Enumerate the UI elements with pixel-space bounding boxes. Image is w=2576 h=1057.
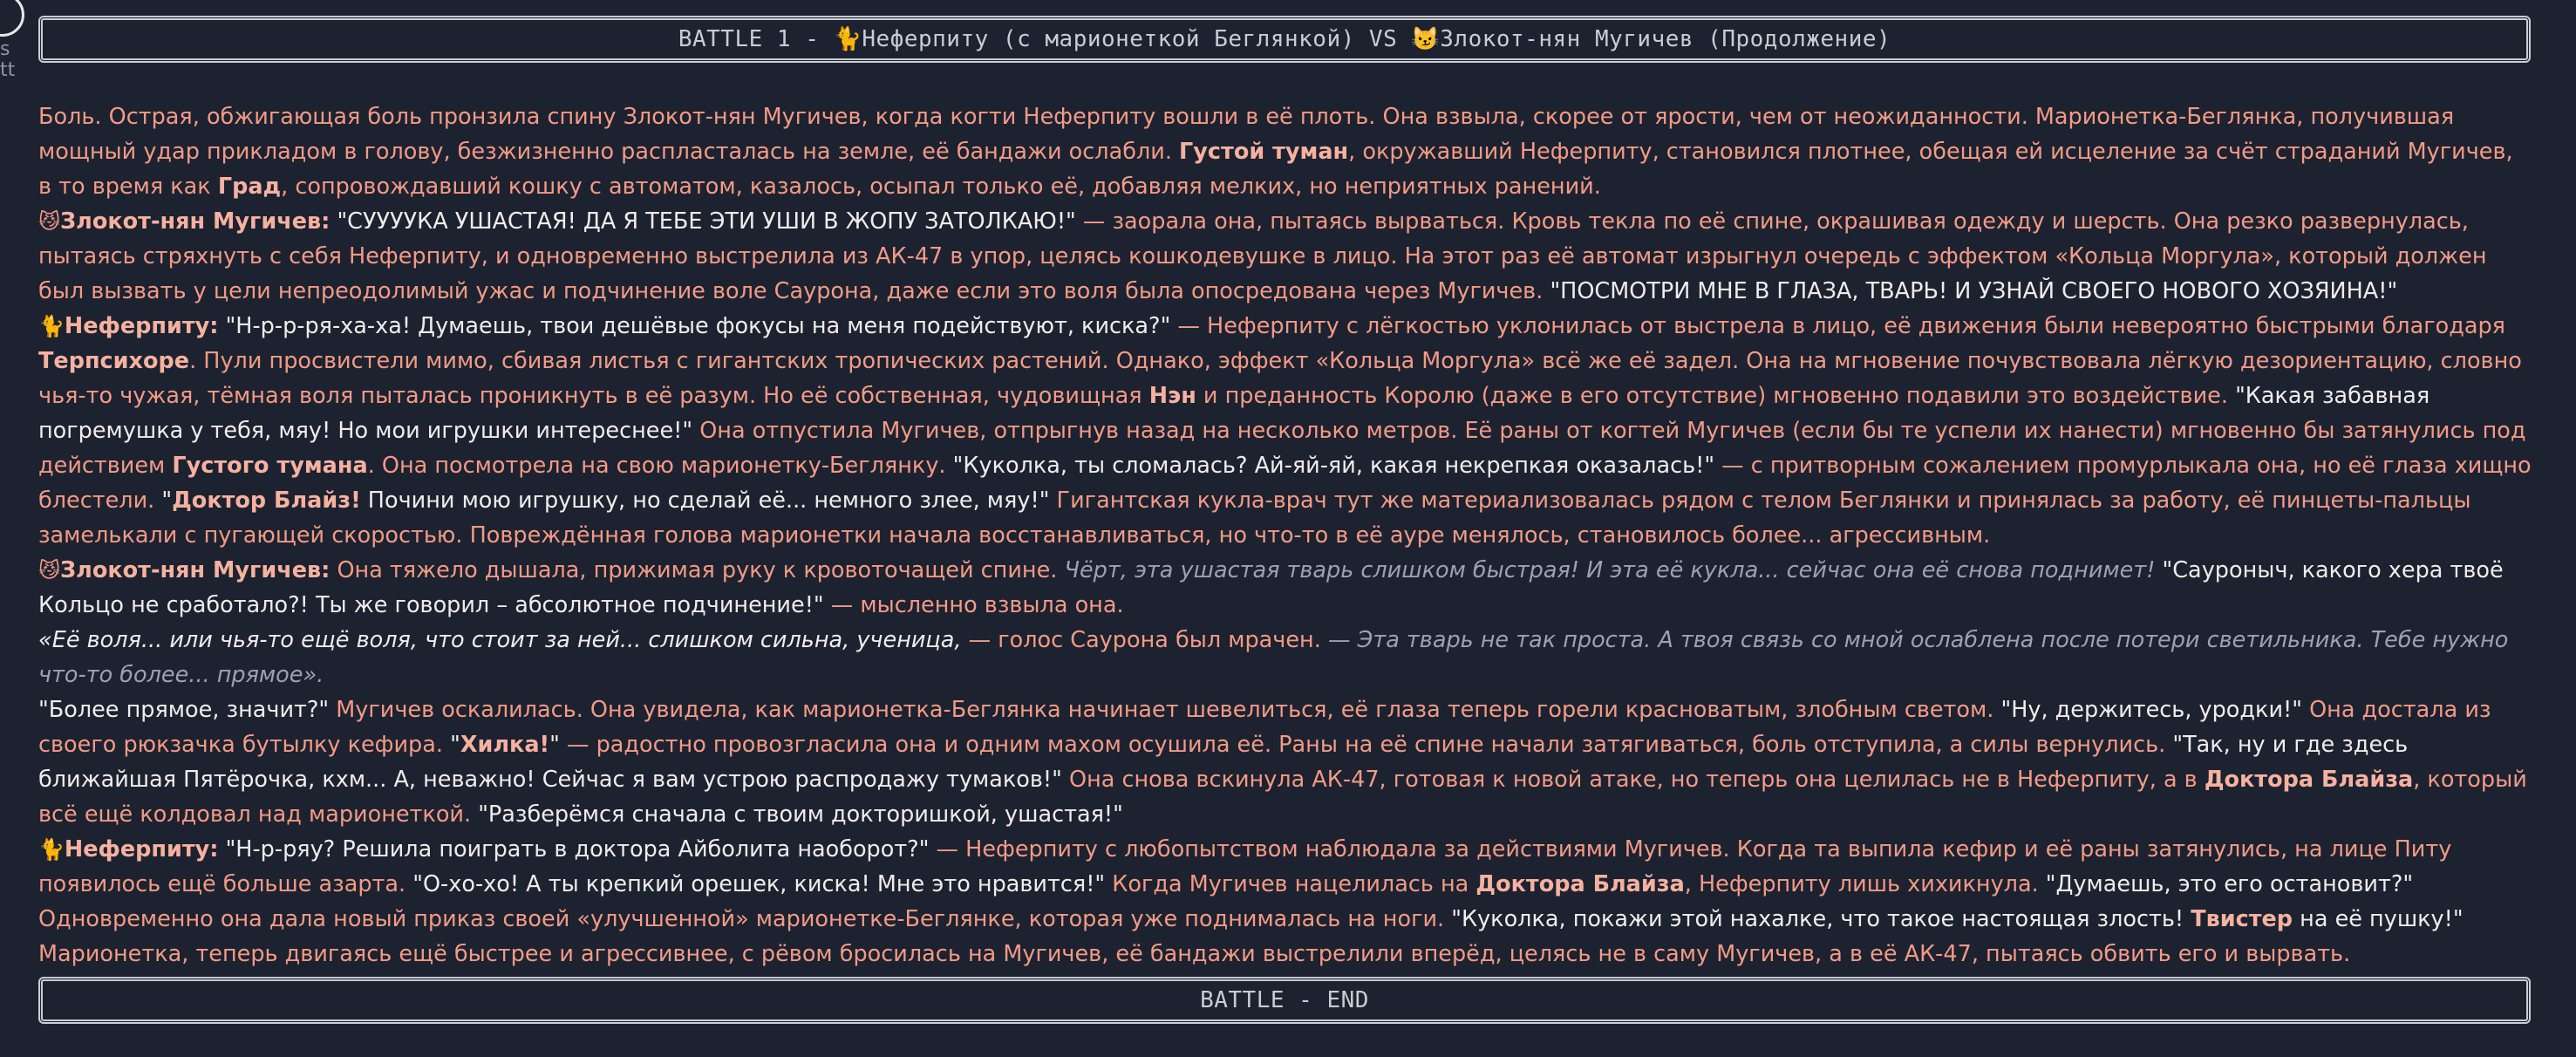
story-text-segment: , окружавший Неферпиту, становился плотнее, обещая ей исцеление за счёт страданий Мугичев, в то время как	[38, 139, 2513, 200]
story-text-segment: Густой туман	[1179, 139, 1349, 165]
story-text-segment: "Куколка, ты сломалась? Ай-яй-яй, какая некрепкая оказалась!"	[952, 453, 1715, 479]
fighter2-name: Злокот-нян Мугичев (Продолжение)	[1440, 26, 1891, 52]
story-text-segment: — Неферпиту с любопытством наблюдала за действиями Мугичев. Когда та выпила кефир и её раны затянулись, на лице Питу появилось ещё больше азарта.	[38, 836, 2452, 897]
story-text-segment: Град	[217, 174, 282, 200]
story-text-segment: "Н-р-ряу? Решила поиграть в доктора Айболита наоборот?"	[218, 836, 930, 863]
story-text-segment: Марионетка, теперь двигаясь ещё быстрее и агрессивнее, с рёвом бросилась на Мугичев, её бандажи выстрелили вперёд, целясь не в саму Мугичев, а в её АК-47, пытаясь обвить его и вырвать.	[38, 941, 2351, 967]
story-text-segment: Она тяжело дышала, прижимая руку к кровоточащей спине.	[330, 557, 1065, 583]
story-text-segment: Боль. Острая, обжигающая боль пронзила спину Злокот-нян Мугичев, когда когти Неферпиту вошли в её плоть. Она взвыла, скорее от ярости, чем от неожиданности. Марионетка-Беглянка, получившая мощный удар прикладом в голову, безжизненно распласталась на земле, её бандажи ослабли.	[38, 104, 2455, 165]
left-gutter	[0, 0, 35, 1057]
story-paragraph-5	[38, 623, 2532, 692]
story-text-segment: Хилка!	[460, 732, 550, 758]
story-text-segment: "Куколка, покажи этой нахалке, что такое настоящая злость!	[1451, 906, 2191, 932]
smirk-cat-emoji-icon: 😼	[1411, 26, 1441, 52]
story-text-segment: , сопровождавший кошку с автоматом, казалось, осыпал только её, добавляя мелких, но неприятных ранений.	[281, 174, 1601, 200]
story-text-segment: "Разберёмся сначала с твоим докторишкой, ушастая!"	[478, 801, 1123, 828]
story-text-segment: — Неферпиту с лёгкостью уклонилась от выстрела в лицо, её движения были невероятно быстрыми благодаря	[1170, 313, 2506, 339]
story-text-segment: . Она посмотрела на свою марионетку-Беглянку.	[367, 453, 953, 479]
story-text-segment: Она достала из своего рюкзачка бутылку кефира.	[38, 697, 2491, 758]
story-text-segment: — с притворным сожалением промурлыкала она, но её глаза хищно блестели.	[38, 453, 2532, 514]
story-text-segment: «Её воля... или чья-то ещё воля, что стоит за ней... слишком сильна, ученица,	[38, 627, 962, 653]
story-text-segment: — голос Саурона был мрачен.	[961, 627, 1328, 653]
battle-title-prefix: BATTLE 1 -	[678, 26, 834, 52]
story-text-segment: "О-хо-хо! А ты крепкий орешек, киска! Мне это нравится!"	[412, 871, 1106, 897]
gutter-glyph-1: s	[0, 38, 10, 60]
cat-emoji-icon: 🐈	[38, 314, 65, 338]
story-text-segment: — радостно провозгласила она и одним махом осушила её. Раны на её спине начали затягиваться, боль отступила, а силы вернулись.	[559, 732, 2173, 758]
story-paragraph-3	[38, 309, 2532, 553]
story-text-segment: Гигантская кукла-врач тут же материализовалась рядом с телом Беглянки и принялась за работу, её пинцеты-пальцы замелькали с пугающей скоростью. Повреждённая голова марионетки начала восстанавливаться, но что-то в её ауре менялось, становилось более... агрессивным.	[38, 488, 2471, 549]
story-text-segment: "Н-р-р-ря-ха-ха! Думаешь, твои дешёвые фокусы на меня подействуют, киска?"	[218, 313, 1171, 339]
story-text-segment: Густого тумана	[172, 453, 368, 479]
story-text-segment: — Эта тварь не так проста. А твоя связь со мной ослаблена после потери светильника. Тебе нужно что-то более... прямое».	[38, 627, 2509, 688]
vs-label: VS	[1354, 26, 1412, 52]
story-text-segment: "Более прямое, значит?"	[38, 697, 330, 723]
story-text-segment: "СУУУУКА УШАСТАЯ! ДА Я ТЕБЕ ЭТИ УШИ В ЖОПУ ЗАТОЛКАЮ!"	[330, 208, 1076, 235]
battle-header-banner	[38, 16, 2531, 63]
story-text-segment: "Сауроныч, какого хера твоё Кольцо не сработало?! Ты же говорил – абсолютное подчинение!"	[38, 557, 2504, 618]
story-text-segment: . Пули просвистели мимо, сбивая листья с гигантских тропических растений. Однако, эффект «Кольца Моргула» всё же её задел. Она на мгновение почувствовала лёгкую дезориентацию, словно чья-то чужая, тёмная воля пыталась проникнуть в её разум. Но её собственная, чудовищная	[38, 348, 2522, 409]
battle-story	[38, 99, 2532, 972]
story-text-segment: Почини мою игрушку, но сделай её... немного злее, мяу!"	[360, 488, 1050, 514]
avatar-ring	[0, 0, 24, 37]
story-text-segment: Она снова вскинула АК-47, готовая к новой атаке, но теперь она целилась не в Неферпиту, а в	[1061, 767, 2205, 793]
speaker-name: Злокот-нян Мугичев:	[60, 557, 331, 583]
battle-end-banner	[38, 977, 2531, 1024]
story-text-segment: Она отпустила Мугичев, отпрыгнув назад на несколько метров. Её раны от когтей Мугичев (если бы те успели их нанести) мгновенно бы затянулись под действием	[38, 418, 2526, 479]
story-text-segment: на её пушку!"	[2293, 906, 2464, 932]
story-text-segment: "Ну, держитесь, уродки!"	[2000, 697, 2302, 723]
battle-end-label: BATTLE - END	[1200, 987, 1369, 1013]
story-text-segment: "	[549, 732, 560, 758]
story-paragraph-4	[38, 553, 2532, 623]
gutter-glyph-2: tt	[0, 59, 16, 81]
story-text-segment: "Думаешь, это его остановит?"	[2045, 871, 2414, 897]
story-text-segment: Нэн	[1148, 383, 1196, 409]
story-text-segment: — мысленно взвыла она.	[823, 592, 1124, 618]
story-text-segment: и преданность Королю (даже в его отсутствие) мгновенно подавили это воздействие.	[1196, 383, 2236, 409]
story-text-segment: Доктор Блайз!	[172, 488, 361, 514]
story-text-segment: , который всё ещё колдовал над марионеткой.	[38, 767, 2527, 828]
cat-emoji-icon: 🐈	[833, 26, 862, 52]
story-paragraph-2	[38, 204, 2532, 309]
story-text-segment: "	[161, 488, 173, 514]
story-paragraph-6	[38, 692, 2532, 832]
story-paragraph-7	[38, 832, 2532, 972]
story-text-segment: Когда Мугичев нацелилась на	[1105, 871, 1476, 897]
speaker-name: Неферпиту:	[64, 836, 219, 863]
story-text-segment: Терпсихоре	[38, 348, 190, 374]
story-text-segment: Мугичев оскалилась. Она увидела, как марионетка-Беглянка начинает шевелиться, её глаза теперь горели красноватым, злобным светом.	[329, 697, 2001, 723]
story-text-segment: "Так, ну и где здесь ближайшая Пятёрочка, кхм... А, неважно! Сейчас я вам устрою распродажу тумаков!"	[38, 732, 2409, 793]
cat-emoji-icon: 🐈	[38, 837, 65, 862]
story-text-segment: Доктора Блайза	[2204, 767, 2414, 793]
story-text-segment: Твистер	[2191, 906, 2293, 932]
story-paragraph-1	[38, 99, 2532, 204]
speaker-name: Неферпиту:	[64, 313, 219, 339]
smirk-cat-emoji-icon: 😼	[38, 209, 61, 234]
story-text-segment: "ПОСМОТРИ МНЕ В ГЛАЗА, ТВАРЬ! И УЗНАЙ СВОЕГО НОВОГО ХОЗЯИНА!"	[1550, 278, 2398, 304]
fighter1-name: Неферпиту (с марионеткой Беглянкой)	[862, 26, 1355, 52]
story-text-segment: , Неферпиту лишь хихикнула.	[1684, 871, 2046, 897]
story-text-segment: "Какая забавная погремушка у тебя, мяу! Но мои игрушки интереснее!"	[38, 383, 2430, 444]
speaker-name: Злокот-нян Мугичев:	[60, 208, 331, 235]
story-text-segment: Чёрт, эта ушастая тварь слишком быстрая! И эта её кукла... сейчас она её снова поднимет!	[1064, 557, 2156, 583]
story-text-segment: "	[450, 732, 460, 758]
story-text-segment: Одновременно она дала новый приказ своей «улучшенной» марионетке-Беглянке, которая уже поднималась на ноги.	[38, 906, 1452, 932]
smirk-cat-emoji-icon: 😼	[38, 558, 61, 583]
story-text-segment: Доктора Блайза	[1475, 871, 1685, 897]
story-text-segment: — заорала она, пытаясь вырваться. Кровь текла по её спине, окрашивая одежду и шерсть. Она резко развернулась, пытаясь стряхнуть с себя Неферпиту, и одновременно выстрелила из АК-47 в упор, целясь кошкодевушке в лицо. На этот раз её автомат изрыгнул очередь с эффектом «Кольца Моргула», который должен был вызвать у цели непреодолимый ужас и подчинение воле Саурона, даже если это воля была опосредована через Мугичев.	[38, 208, 2487, 304]
